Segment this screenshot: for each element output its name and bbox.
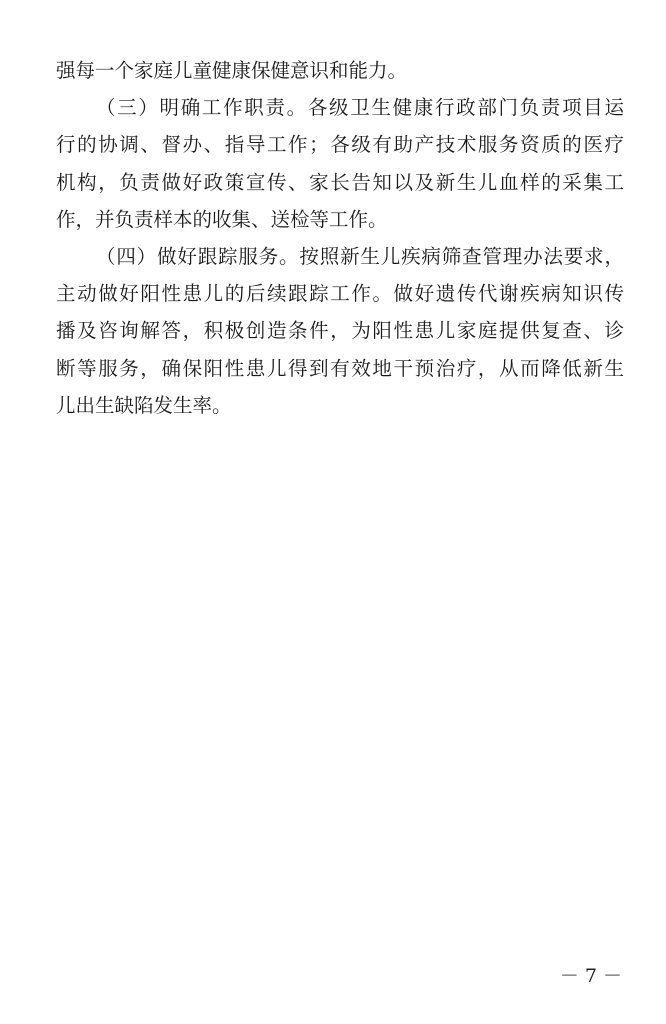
text-line: 断等服务，确保阳性患儿得到有效地干预治疗，从而降低新生 bbox=[56, 356, 624, 380]
text-line: 行的协调、督办、指导工作；各级有助产技术服务资质的医疗 bbox=[56, 133, 624, 157]
text-line: 作，并负责样本的收集、送检等工作。 bbox=[56, 207, 388, 231]
text-line: 主动做好阳性患儿的后续跟踪工作。做好遗传代谢疾病知识传 bbox=[56, 282, 624, 306]
text-line: （三）明确工作职责。各级卫生健康行政部门负责项目运 bbox=[96, 96, 624, 120]
text-line: 儿出生缺陷发生率。 bbox=[56, 393, 232, 417]
text-line: 机构，负责做好政策宣传、家长告知以及新生儿血样的采集工 bbox=[56, 170, 624, 194]
text-line: 播及咨询解答，积极创造条件，为阳性患儿家庭提供复查、诊 bbox=[56, 319, 624, 343]
text-line: 强每一个家庭儿童健康保健意识和能力。 bbox=[56, 59, 408, 82]
text-line: （四）做好跟踪服务。按照新生儿疾病筛查管理办法要求， bbox=[96, 245, 624, 269]
body-text bbox=[56, 52, 624, 424]
page-number: － 7 － bbox=[559, 965, 622, 987]
